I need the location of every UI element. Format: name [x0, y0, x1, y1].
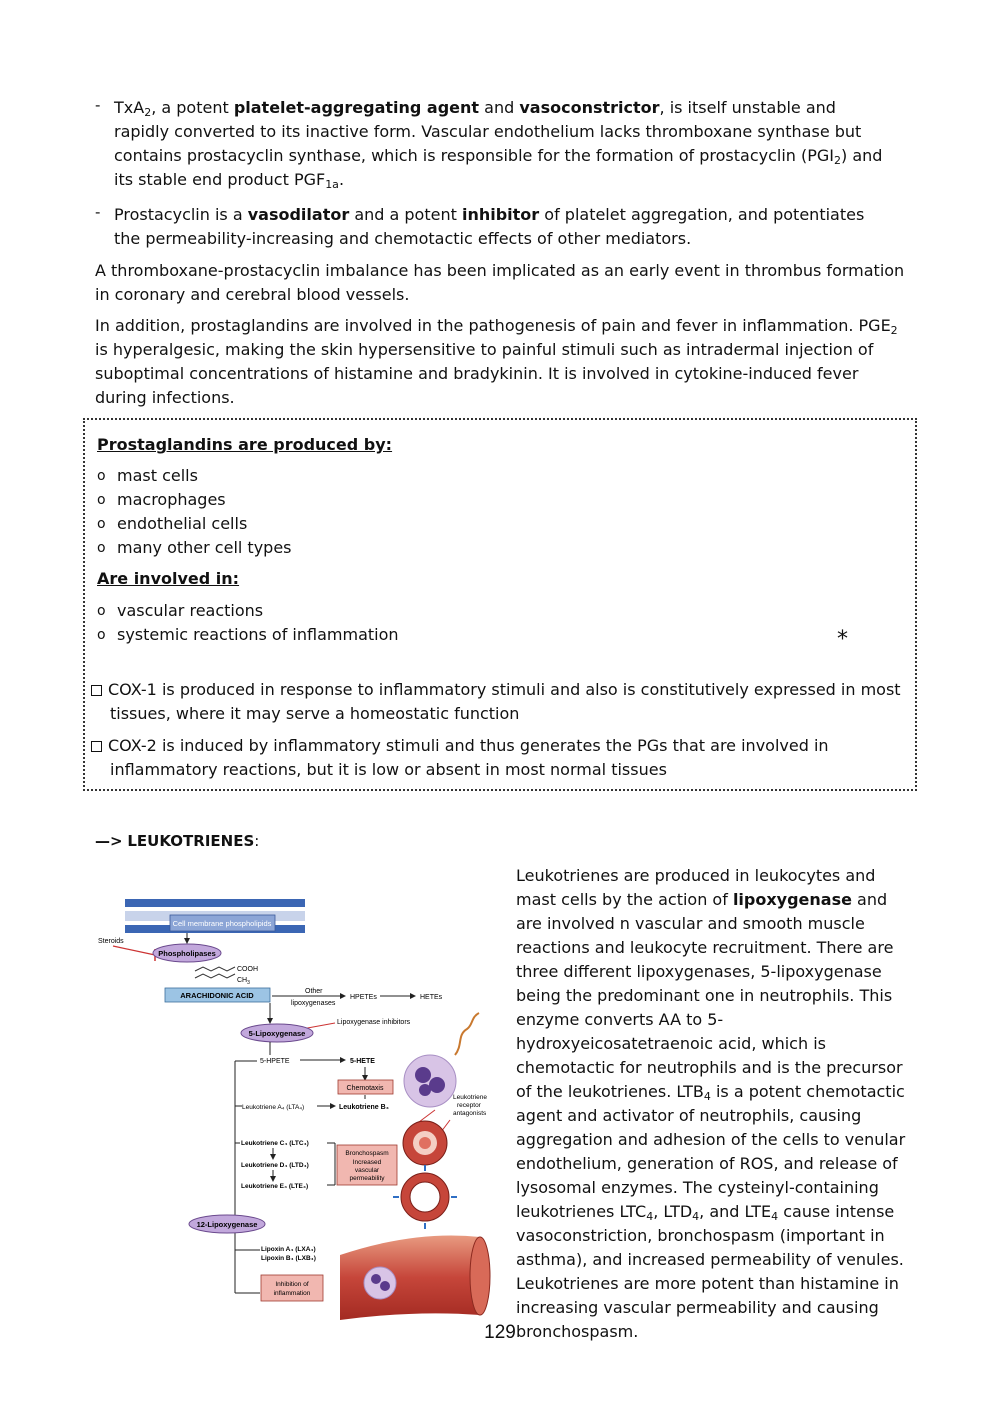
- produced-by-list: [97, 464, 292, 560]
- pain-fever-paragraph: In addition, prostaglandins are involved in the pathogenesis of pain and fever in inflammation. $PGE_2$ is hyperalgesic, making the skin hypersensitive to painful stimuli such as intradermal injection of suboptimal concentrations of histamine and bradykinin. It is involved in cytokine-induced fever during infections.: [95, 316, 898, 407]
- txa2-item: [95, 96, 895, 192]
- phospholipases-label: Phospholipases: [158, 949, 216, 958]
- arachidonic-acid-label: ARACHIDONIC ACID: [180, 991, 254, 1000]
- page-number: 129: [484, 1322, 516, 1343]
- involved-in-list: [97, 599, 399, 647]
- list-item: o mast cells: [97, 466, 198, 485]
- hpetes-label: HPETEs: [350, 994, 377, 1001]
- inhibition-label-1: Inhibition of: [275, 1281, 309, 1288]
- checkbox-square-icon: [91, 741, 102, 752]
- cox2-item: COX-2 is induced by inflammatory stimuli and thus generates the PGs that are involved in inflammatory reactions, but it is low or absent in most normal tissues: [91, 734, 901, 782]
- blood-vessel-icon: [340, 1235, 490, 1320]
- leukotrienes-heading: —> LEUKOTRIENES:: [95, 832, 260, 850]
- five-hpete-label: 5-HPETE: [260, 1058, 290, 1065]
- ltc4-label: Leukotriene C₄ (LTC₄): [241, 1140, 309, 1147]
- ltd4-label: Leukotriene D₄ (LTD₄): [241, 1162, 309, 1169]
- checkbox-square-icon: [91, 685, 102, 696]
- txa2-text: TxA$_2$, a potent platelet-aggregating agent and vasoconstrictor, is itself unstable and rapidly converted to its inactive form. Vascular endothelium lacks thromboxane synthase but contains prostacyclin synthase, which is responsible for the formation of prostacyclin $(PGI_2)$ and its stable end product $PGF_{1a}$.: [114, 98, 883, 191]
- involved-in-heading: Are involved in:: [97, 569, 240, 588]
- list-item: o many other cell types: [97, 538, 292, 557]
- broncho-label-3: vascular: [354, 1167, 380, 1174]
- vessel-cross-section-icon: [393, 1165, 457, 1229]
- other-lipox-label-1: Other: [305, 988, 323, 995]
- ltb4-label: Leukotriene B₄: [339, 1104, 390, 1111]
- five-hete-label: 5-HETE: [350, 1058, 375, 1065]
- airway-cross-section-icon: [403, 1121, 447, 1165]
- list-item: o vascular reactions: [97, 601, 264, 620]
- prostacyclin-item: [95, 203, 895, 251]
- prostacyclin-text: Prostacyclin is a vasodilator and a potent inhibitor of platelet aggregation, and potentiates the permeability-increasing and chemotactic effects of other mediators.: [114, 205, 865, 248]
- neutrophil-icon: [404, 1013, 479, 1107]
- prostaglandin-summary-box: [83, 418, 917, 791]
- lxa4-label: Lipoxin A₄ (LXA₄): [261, 1246, 316, 1253]
- chemotaxis-label: Chemotaxis: [346, 1085, 384, 1092]
- inhibition-label-2: inflammation: [273, 1290, 311, 1297]
- leukotrienes-paragraph: Leukotrienes are produced in leukocytes and mast cells by the action of lipoxygenase and are involved n vascular and smooth muscle reactions and leukocyte recruitment. There are three different lipoxygenases, 5-lipoxygenase being the predominant one in neutrophils. This enzyme converts AA to 5-hydroxyeicosatetraenoic acid, which is chemotactic for neutrophils and is the precursor of the leukotrienes. $LTB_4$ is a potent chemotactic agent and activator of neutrophils, causing aggregation and adhesion of the cells to venular endothelium, generation of ROS, and release of lysosomal enzymes. The cysteinyl-containing leukotrienes $LTC_4$, $LTD_4$, and $LTE_4$ cause intense vasoconstriction, bronchospasm (important in asthma), and increased permeability of venules. Leukotrienes are more potent than histamine in increasing vascular permeability and causing bronchospasm.: [516, 866, 906, 1341]
- twelve-lipox-label: 12-Lipoxygenase: [196, 1220, 258, 1229]
- ch3-label: $CH_3$: [237, 977, 250, 986]
- cell-membrane: [125, 899, 305, 933]
- receptor-label-3: antagonists: [453, 1110, 487, 1117]
- broncho-label-1: Bronchospasm: [345, 1150, 389, 1157]
- steroids-label: Steroids: [98, 938, 124, 945]
- lte4-label: Leukotriene E₄ (LTE₄): [241, 1183, 309, 1190]
- arrow-icon: —>: [95, 832, 123, 850]
- membrane-label: Cell membrane phospholipids: [172, 919, 272, 928]
- asterisk-mark: *: [837, 627, 848, 652]
- lxb4-label: Lipoxin B₄ (LXB₄): [261, 1255, 316, 1262]
- list-item: o macrophages: [97, 490, 226, 509]
- other-lipox-label-2: lipoxygenases: [291, 1000, 336, 1007]
- produced-by-heading: Prostaglandins are produced by:: [97, 435, 393, 454]
- dash-marker: -: [95, 203, 101, 221]
- lta4-label: Leukotriene A₄ (LTA₄): [242, 1104, 305, 1111]
- cox1-item: COX-1 is produced in response to inflammatory stimuli and also is constitutively expressed in most tissues, where it may serve a homeostatic function: [91, 678, 901, 726]
- list-item: o endothelial cells: [97, 514, 248, 533]
- broncho-label-2: Increased: [352, 1159, 382, 1166]
- cooh-label: COOH: [237, 966, 258, 973]
- receptor-label-1: Leukotriene: [453, 1094, 487, 1101]
- lipox-inhibitors-label: Lipoxygenase inhibitors: [337, 1019, 411, 1026]
- lipoxygenase-pathway-figure: [95, 885, 505, 1320]
- imbalance-paragraph: A thromboxane-prostacyclin imbalance has been implicated as an early event in thrombus formation in coronary and cerebral blood vessels.: [95, 261, 905, 304]
- broncho-label-4: permeability: [349, 1175, 385, 1182]
- receptor-label-2: receptor: [457, 1102, 481, 1109]
- dash-marker: -: [95, 96, 101, 114]
- five-lipox-label: 5-Lipoxygenase: [248, 1029, 306, 1038]
- hetes-label: HETEs: [420, 994, 443, 1001]
- list-item: o systemic reactions of inflammation: [97, 625, 399, 644]
